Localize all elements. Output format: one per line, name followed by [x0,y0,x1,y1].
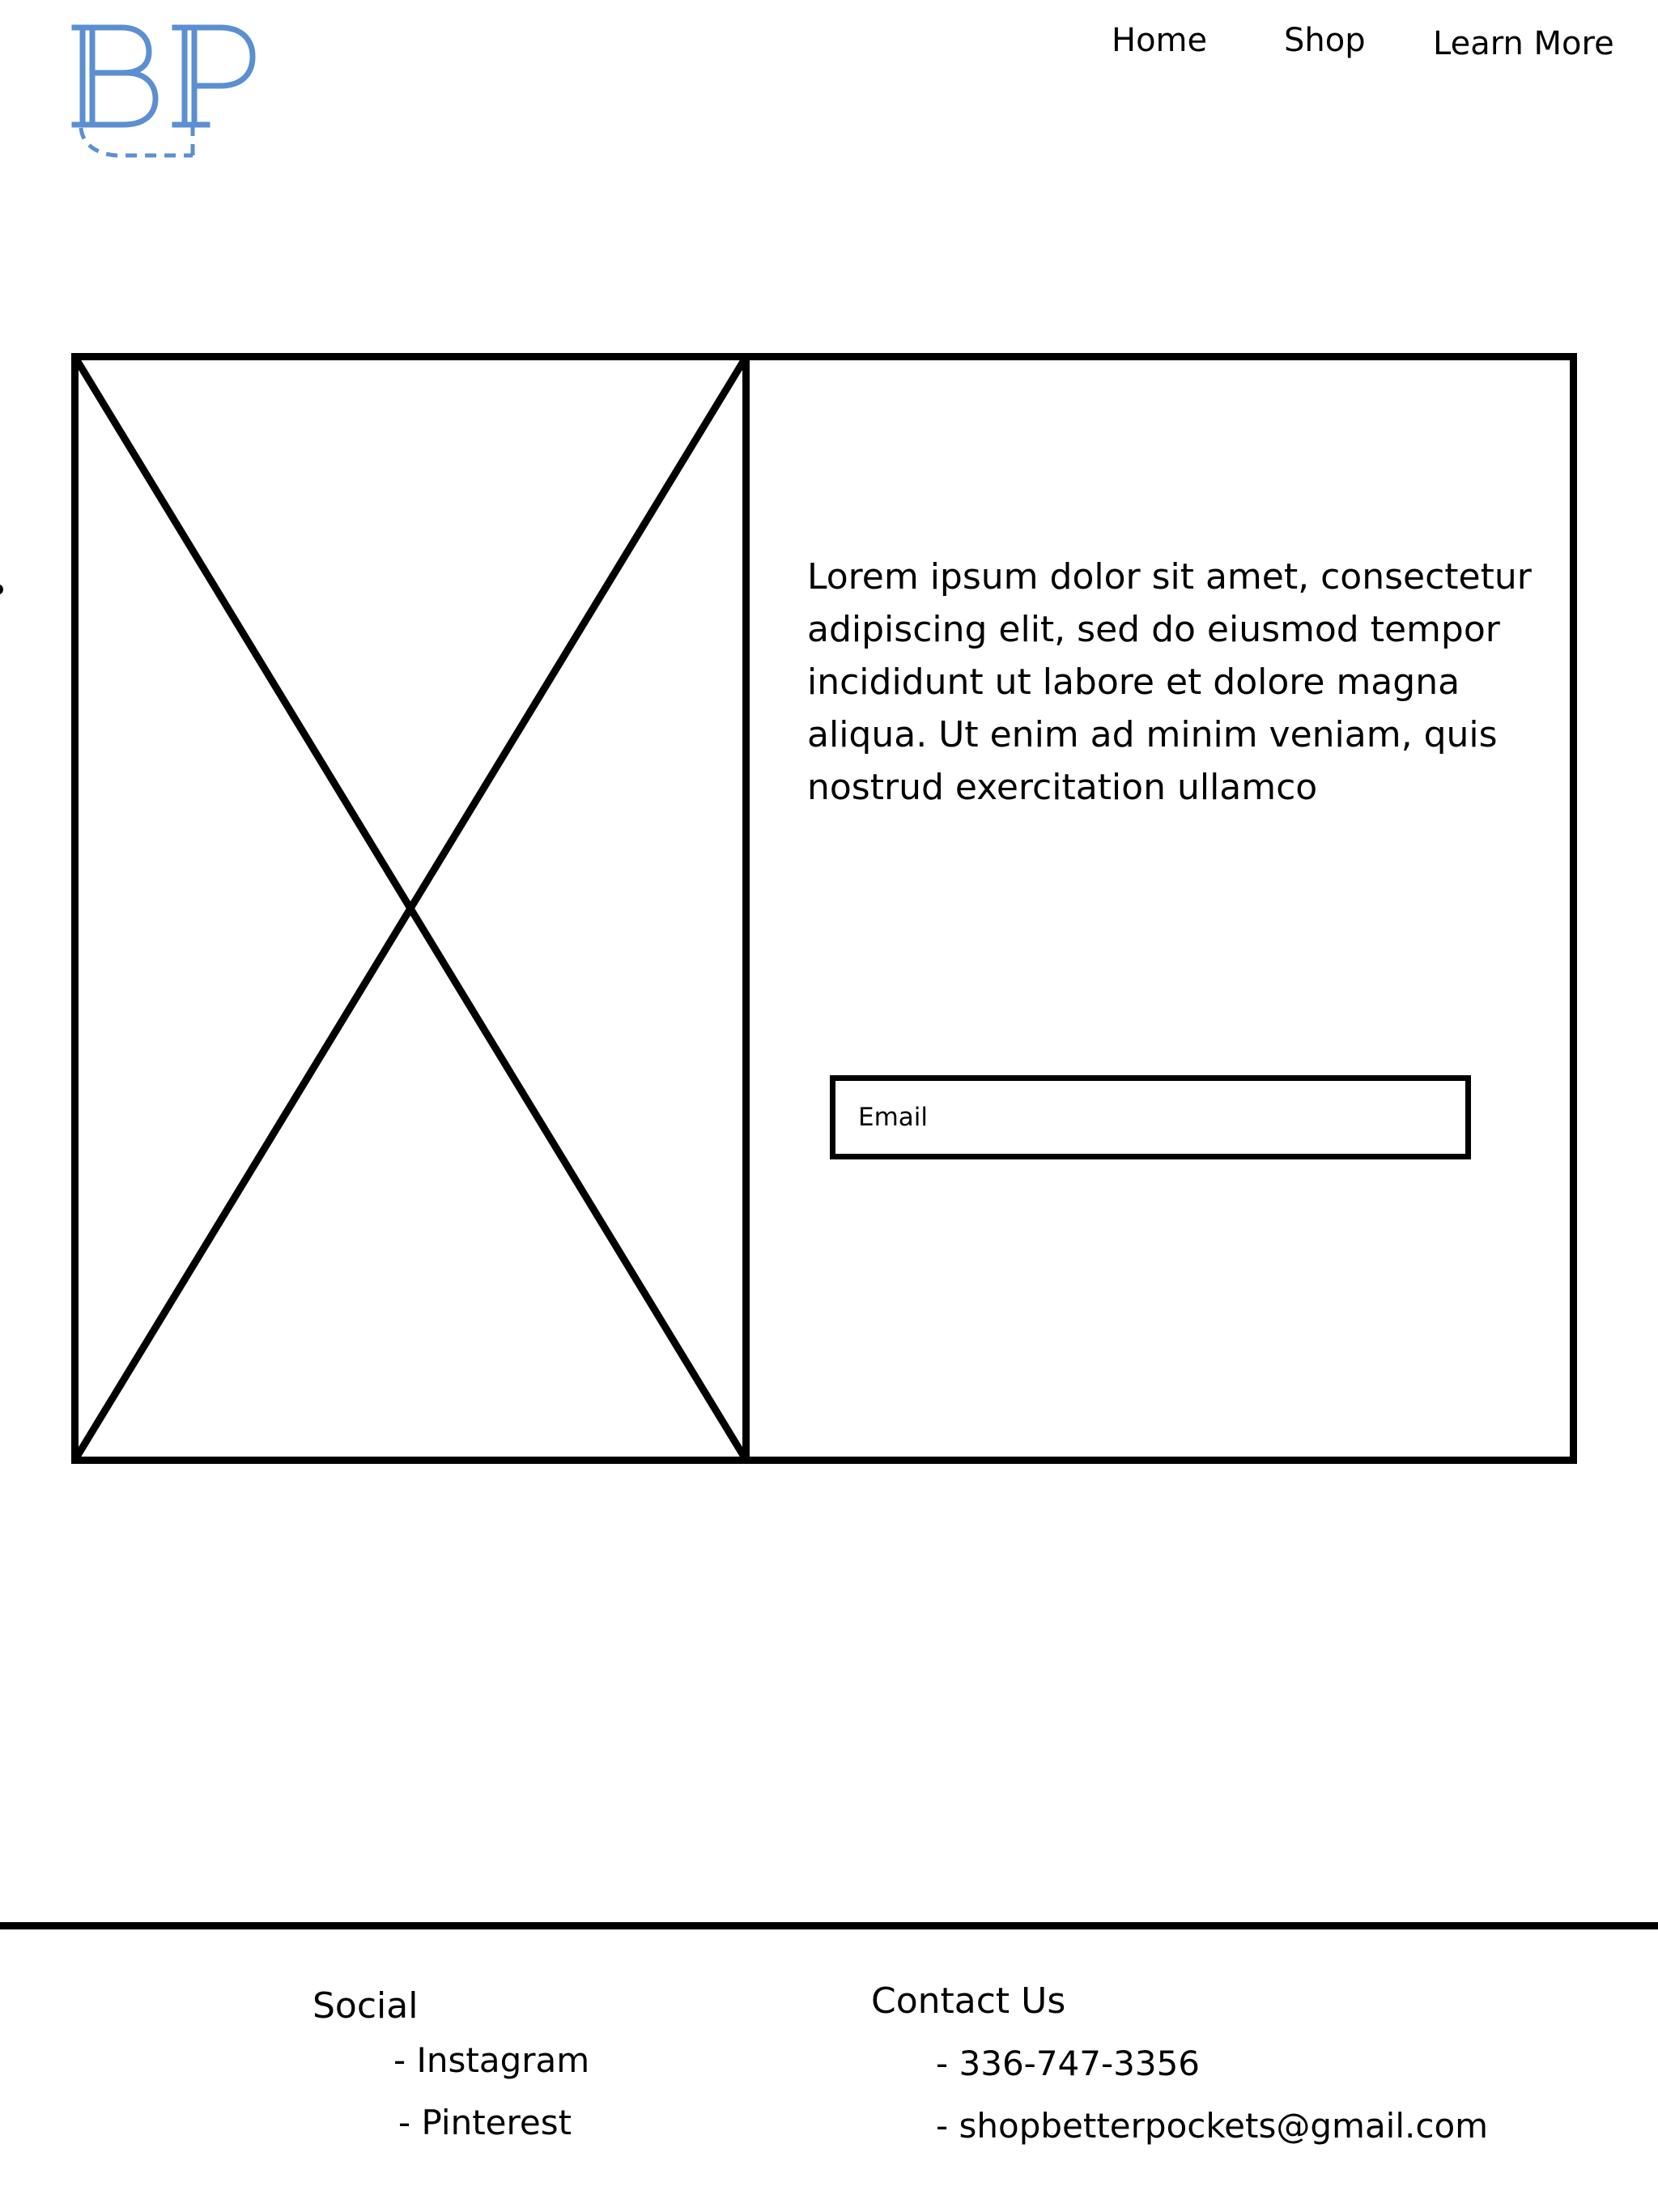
footer-divider [0,1922,1658,1929]
bp-logo [71,23,262,165]
contact-phone: - 336-747-3356 [936,2044,1201,2083]
nav-home-link[interactable]: Home [1112,22,1208,59]
image-placeholder-icon [74,356,746,1461]
pinterest-link[interactable]: - Pinterest [398,2103,572,2142]
nav-learn-more-link[interactable]: Learn More [1433,25,1614,62]
hero-body-text: Lorem ipsum dolor sit amet, consectetur adipiscing elit, sed do eiusmod tempor incididunt ut labore et dolore magna aliqua. Ut enim ad minim veniam, quis nostrud exercitation ullamco [807,556,1532,808]
social-heading: Social [312,1985,419,2027]
email-input[interactable] [830,1075,1471,1159]
contact-heading: Contact Us [871,1980,1066,2022]
instagram-link[interactable]: - Instagram [393,2040,590,2080]
edge-mark [0,585,3,594]
contact-email: - shopbetterpockets@gmail.com [936,2106,1489,2146]
hero-divider [742,353,750,1464]
nav-shop-link[interactable]: Shop [1284,22,1366,59]
